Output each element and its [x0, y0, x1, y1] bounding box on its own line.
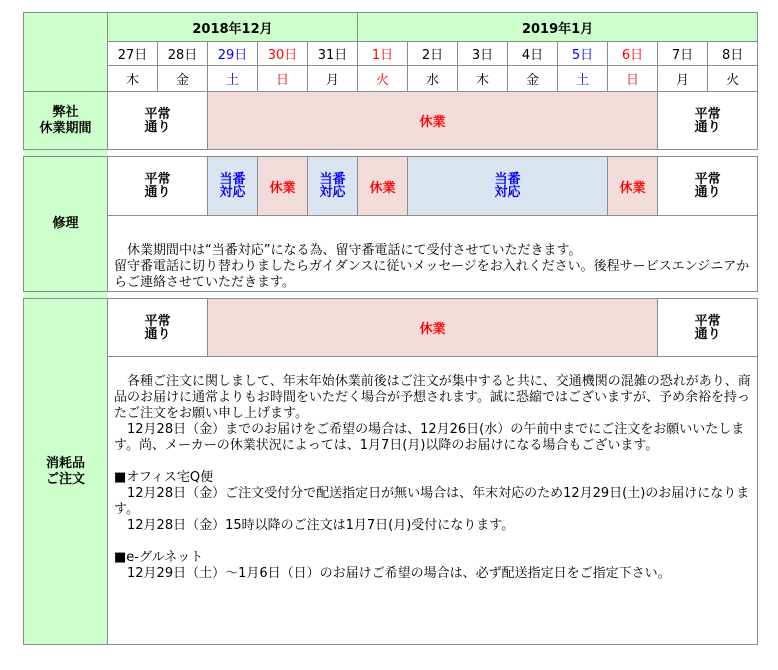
- weekday-cell: 火: [708, 66, 758, 92]
- status-normal: 平常 通り: [658, 299, 758, 357]
- weekday-cell: 木: [108, 66, 158, 92]
- weekday-row: [24, 66, 758, 92]
- status-normal: 平常 通り: [108, 299, 208, 357]
- supplies-section-title: ■e-グルネット: [114, 550, 204, 565]
- supplies-note-line: 12月28日（金）までのお届けをご希望の場合は、12月26日(水）の午前中までにご注文をお願いいたします。尚、メーカーの休業状況によっては、1月7日(月)以降のお届けになる場合もございます。: [114, 422, 745, 453]
- status-closed: 休業: [208, 92, 658, 150]
- date-cell: 1日: [358, 42, 408, 66]
- date-cell: 31日: [308, 42, 358, 66]
- date-cell: 6日: [608, 42, 658, 66]
- gap-label-cell: [24, 292, 108, 299]
- status-duty: 当番 対応: [208, 157, 258, 216]
- row-label-supplies: 消耗品 ご注文: [24, 299, 108, 645]
- gap-label-cell: [24, 150, 108, 157]
- weekday-cell: 土: [558, 66, 608, 92]
- supplies-note-row: [24, 357, 758, 645]
- date-cell: 29日: [208, 42, 258, 66]
- row-gap: [24, 150, 758, 157]
- status-closed: 休業: [258, 157, 308, 216]
- supplies-note-line: 12月28日（金）ご注文受付分で配送指定日が無い場合は、年末対応のため12月29日(土)のお届けになります。: [114, 486, 750, 517]
- supplies-note-line: 12月28日（金）15時以降のご注文は1月7日(月)受付になります。: [127, 518, 515, 533]
- date-cell: 27日: [108, 42, 158, 66]
- gap-cell: [108, 292, 758, 299]
- supplies-section-title: ■オフィス宅Q便: [114, 470, 214, 485]
- status-closed: 休業: [208, 299, 658, 357]
- weekday-cell: 金: [158, 66, 208, 92]
- supplies-note-line: 12月29日（土）～1月6日（日）のお届けご希望の場合は、必ず配送指定日をご指定下さい。: [127, 566, 671, 581]
- repair-note-line: 留守番電話に切り替わりましたらガイダンスに従いメッセージをお入れください。後程サービスエンジニアからご連絡させていただきます。: [114, 259, 750, 290]
- repair-note-row: [24, 216, 758, 292]
- supplies-note-line: 各種ご注文に関しまして、年末年始休業前後はご注文が集中すると共に、交通機関の混雑の恐れがあり、商品のお届けに通常よりもお時間をいただく場合が予想されます。誠に恐縮ではございますが、予め余裕を持ったご注文をお願い申し上げます。: [114, 374, 751, 421]
- weekday-cell: 日: [608, 66, 658, 92]
- weekday-cell: 木: [458, 66, 508, 92]
- status-closed: 休業: [608, 157, 658, 216]
- month-header-dec: 2018年12月: [108, 13, 358, 42]
- weekday-cell: 火: [358, 66, 408, 92]
- status-duty: 当番 対応: [408, 157, 608, 216]
- repair-status-row: [24, 157, 758, 216]
- weekday-cell: 土: [208, 66, 258, 92]
- date-cell: 30日: [258, 42, 308, 66]
- row-gap: [24, 292, 758, 299]
- repair-notes: [108, 216, 758, 292]
- date-cell: 2日: [408, 42, 458, 66]
- status-normal: 平常 通り: [658, 157, 758, 216]
- status-duty: 当番 対応: [308, 157, 358, 216]
- date-cell: 4日: [508, 42, 558, 66]
- corner-cell: [24, 13, 108, 92]
- date-cell: 7日: [658, 42, 708, 66]
- weekday-cell: 水: [408, 66, 458, 92]
- company-row: [24, 92, 758, 150]
- holiday-schedule-table: [23, 12, 758, 645]
- date-row: [24, 42, 758, 66]
- row-label-repair: 修理: [24, 157, 108, 292]
- weekday-cell: 月: [658, 66, 708, 92]
- status-normal: 平常 通り: [108, 92, 208, 150]
- month-header-jan: 2019年1月: [358, 13, 758, 42]
- weekday-cell: 金: [508, 66, 558, 92]
- status-closed: 休業: [358, 157, 408, 216]
- status-normal: 平常 通り: [658, 92, 758, 150]
- row-label-company: 弊社 休業期間: [24, 92, 108, 150]
- date-cell: 28日: [158, 42, 208, 66]
- supplies-notes: [108, 357, 758, 645]
- status-normal: 平常 通り: [108, 157, 208, 216]
- weekday-cell: 月: [308, 66, 358, 92]
- supplies-status-row: [24, 299, 758, 357]
- repair-note-line: 休業期間中は“当番対応”になる為、留守番電話にて受付させていただきます。: [127, 243, 582, 258]
- date-cell: 3日: [458, 42, 508, 66]
- date-cell: 5日: [558, 42, 608, 66]
- gap-cell: [108, 150, 758, 157]
- weekday-cell: 日: [258, 66, 308, 92]
- date-cell: 8日: [708, 42, 758, 66]
